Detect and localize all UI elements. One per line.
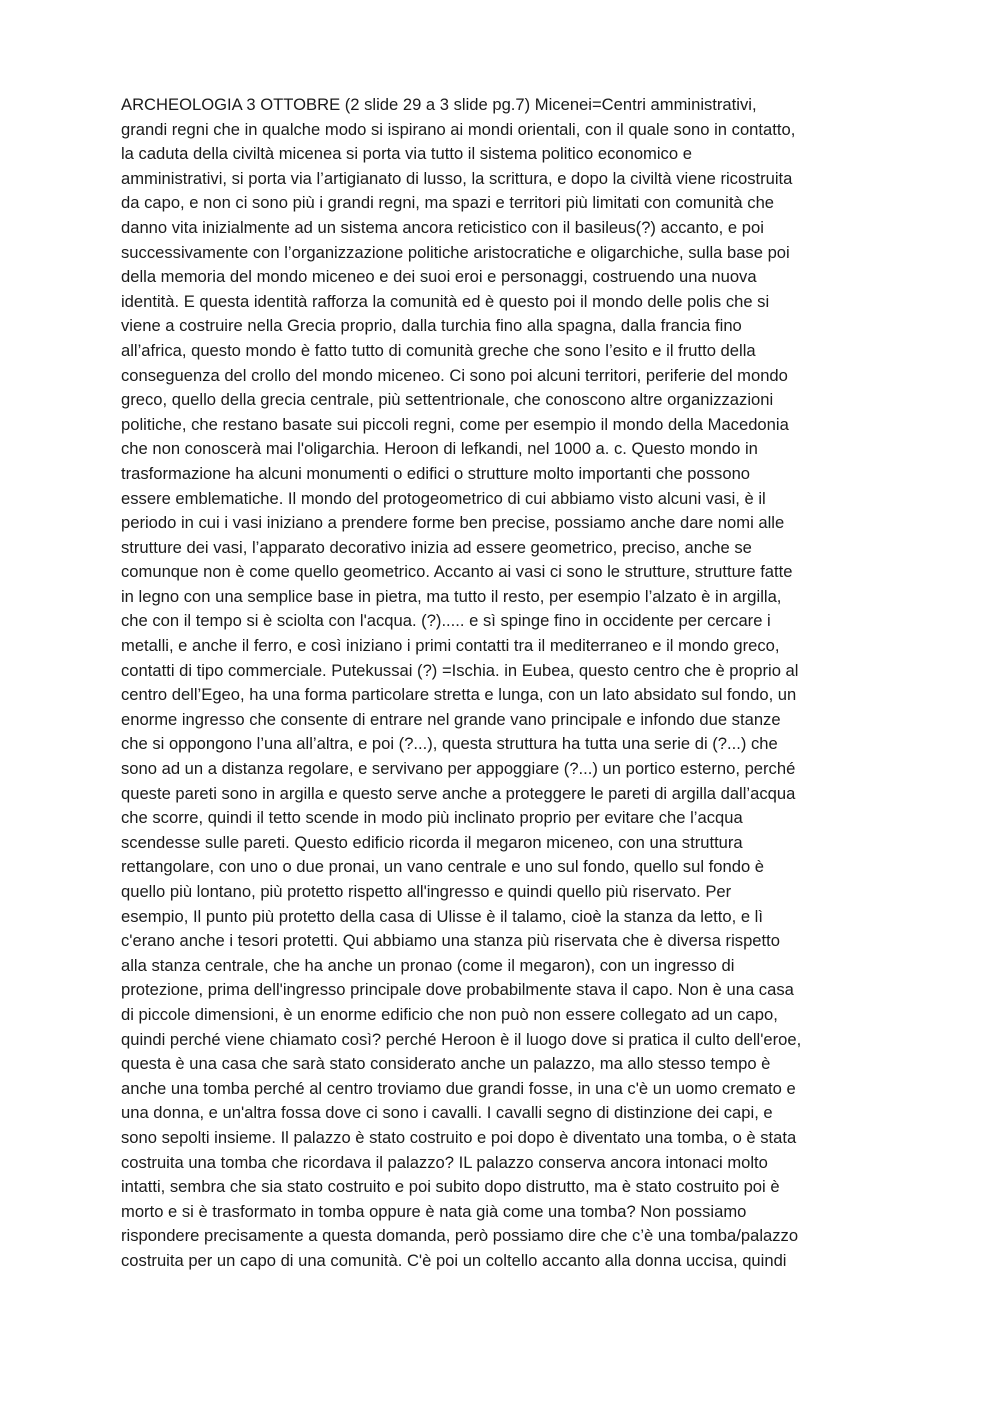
text-line: ARCHEOLOGIA 3 OTTOBRE (2 slide 29 a 3 slide pg.7) Micenei=Centri amministrativi, (121, 95, 757, 114)
text-line: centro dell’Egeo, ha una forma particolare stretta e lunga, con un lato absidato sul fondo, un (121, 685, 797, 705)
text-line: che scorre, quindi il tetto scende in modo più inclinato proprio per evitare che l’acqua (121, 808, 743, 828)
text-line: contatti di tipo commerciale. Putekussai (?) =Ischia. in Eubea, questo centro che è proprio al (121, 660, 799, 680)
text-line: metalli, e anche il ferro, e così iniziano i primi contatti tra il mediterraneo e il mondo greco, (121, 636, 780, 656)
text-line: quindi perché viene chiamato così? perché Heroon è il luogo dove si pratica il culto dell'eroe, (121, 1029, 802, 1049)
text-line: protezione, prima dell'ingresso principale dove probabilmente stava il capo. Non è una casa (121, 980, 794, 1000)
text-line: grandi regni che in qualche modo si ispirano ai mondi orientali, con il quale sono in contatto, (121, 119, 796, 139)
text-line: queste pareti sono in argilla e questo serve anche a proteggere le pareti di argilla dall’acqua (121, 783, 796, 803)
text-line: scendesse sulle pareti. Questo edificio ricorda il megaron miceneo, con una struttura (121, 832, 743, 852)
text-line: danno vita inizialmente ad un sistema ancora reticistico con il basileus(?) accanto, e poi (121, 217, 764, 237)
text-line: sono ad un a distanza regolare, e servivano per appoggiare (?...) un portico esterno, perché (121, 759, 796, 779)
text-line: essere emblematiche. Il mondo del protogeometrico di cui abbiamo visto alcuni vasi, è il (121, 488, 766, 508)
text-line: successivamente con l’organizzazione politiche aristocratiche e oligarchiche, sulla base poi (121, 242, 790, 262)
text-line: questa è una casa che sarà stato considerato anche un palazzo, ma allo stesso tempo è (121, 1054, 771, 1074)
text-line: identità. E questa identità rafforza la comunità ed è questo poi il mondo delle polis che si (121, 291, 770, 311)
text-line: esempio, Il punto più protetto della casa di Ulisse è il talamo, cioè la stanza da letto, e lì (121, 906, 763, 926)
text-line: politiche, che restano basate sui piccoli regni, come per esempio il mondo della Macedonia (121, 414, 789, 434)
text-line: rettangolare, con uno o due pronai, un vano centrale e uno sul fondo, quello sul fondo è (121, 857, 765, 877)
text-line: la caduta della civiltà micenea si porta via tutto il sistema politico economico e (121, 144, 692, 164)
text-line: della memoria del mondo miceneo e dei suoi eroi e personaggi, costruendo una nuova (121, 267, 757, 287)
text-line: trasformazione ha alcuni monumenti o edifici o strutture molto importanti che possono (121, 463, 751, 483)
text-line: da capo, e non ci sono più i grandi regni, ma spazi e territori più limitati con comunità che (121, 193, 775, 213)
text-line: anche una tomba perché al centro troviamo due grandi fosse, in una c'è un uomo cremato e (121, 1078, 796, 1098)
text-line: viene a costruire nella Grecia proprio, dalla turchia fino alla spagna, dalla francia fino (121, 316, 742, 336)
body-text (121, 93, 891, 1274)
text-line: rispondere precisamente a questa domanda, però possiamo dire che c’è una tomba/palazzo (121, 1226, 799, 1246)
text-line: che non conoscerà mai l'oligarchia. Heroon di lefkandi, nel 1000 a. c. Questo mondo in (121, 439, 758, 459)
text-line: quello più lontano, più protetto rispetto all'ingresso e quindi quello più riservato. Per (121, 882, 732, 901)
text-line: che con il tempo si è sciolta con l'acqua. (?)..... e sì spinge fino in occidente per cercare i (121, 611, 771, 631)
text-line: c'erano anche i tesori protetti. Qui abbiamo una stanza più riservata che è diversa rispetto (121, 931, 780, 951)
text-line: costruita per un capo di una comunità. C'è poi un coltello accanto alla donna uccisa, quindi (121, 1250, 787, 1270)
text-line: una donna, e un'altra fossa dove ci sono i cavalli. I cavalli segno di distinzione dei capi, e (121, 1103, 773, 1123)
text-line: comunque non è come quello geometrico. Accanto ai vasi ci sono le strutture, strutture fatte (121, 562, 793, 582)
text-line: greco, quello della grecia centrale, più settentrionale, che conoscono altre organizzazioni (121, 390, 774, 410)
text-line: costruita una tomba che ricordava il palazzo? IL palazzo conserva ancora intonaci molto (121, 1152, 768, 1172)
text-line: in legno con una semplice base in pietra, ma tutto il resto, per esempio l’alzato è in argilla, (121, 586, 782, 606)
text-line: intatti, sembra che sia stato costruito e poi subito dopo distrutto, ma è stato costruito poi è (121, 1177, 780, 1197)
text-line: conseguenza del crollo del mondo miceneo. Ci sono poi alcuni territori, periferie del mondo (121, 365, 788, 385)
text-line: di piccole dimensioni, è un enorme edificio che non può non essere collegato ad un capo, (121, 1004, 778, 1024)
text-line: enorme ingresso che consente di entrare nel grande vano principale e infondo due stanze (121, 709, 781, 729)
text-line: all’africa, questo mondo è fatto tutto di comunità greche che sono l’esito e il frutto della (121, 340, 756, 360)
text-line: amministrativi, si porta via l’artigianato di lusso, la scrittura, e dopo la civiltà viene ricostruita (121, 168, 793, 188)
text-line: sono sepolti insieme. Il palazzo è stato costruito e poi dopo è diventato una tomba, o è stata (121, 1127, 797, 1147)
text-line: alla stanza centrale, che ha anche un pronao (come il megaron), con un ingresso di (121, 955, 735, 975)
text-line: periodo in cui i vasi iniziano a prendere forme ben precise, possiamo anche dare nomi alle (121, 513, 785, 533)
text-line: strutture dei vasi, l’apparato decorativo inizia ad essere geometrico, preciso, anche se (121, 537, 752, 557)
text-line: che si oppongono l’una all’altra, e poi (?...), questa struttura ha tutta una serie di (?...) che (121, 734, 778, 754)
text-line: morto e si è trasformato in tomba oppure è nata già come una tomba? Non possiamo (121, 1201, 747, 1221)
